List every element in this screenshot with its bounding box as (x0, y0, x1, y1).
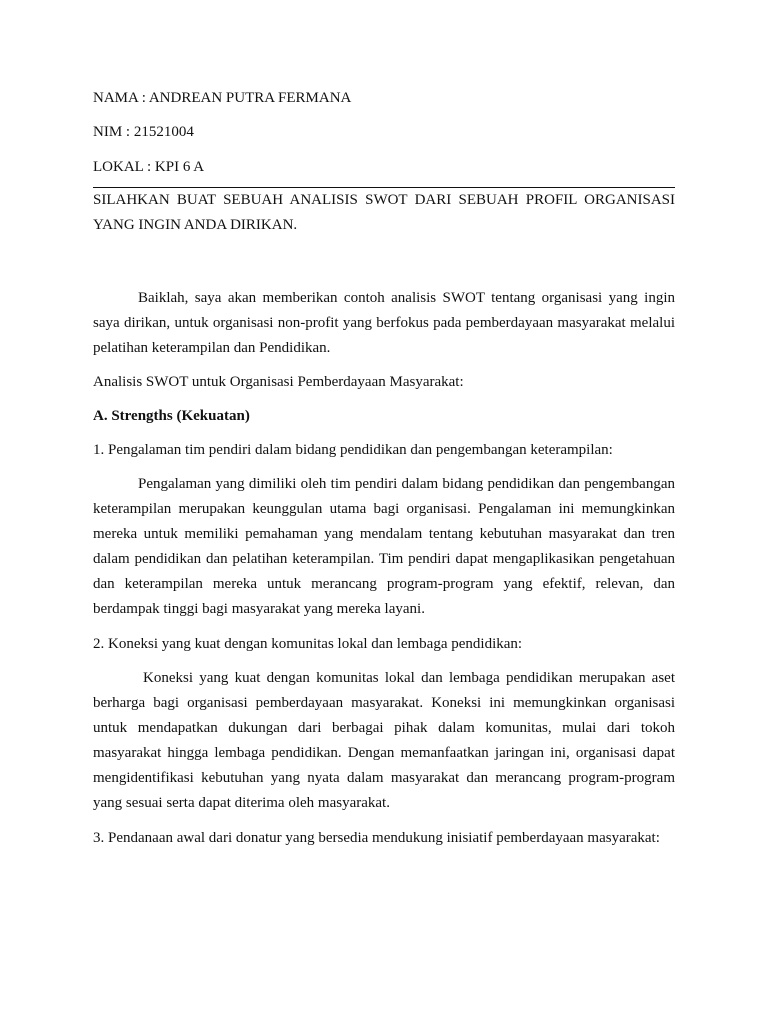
point-1-paragraph: Pengalaman yang dimiliki oleh tim pendiri dalam bidang pendidikan dan pengembangan keterampilan merupakan keunggulan utama bagi organisasi. Pengalaman ini memungkinkan mereka untuk memiliki pemahaman yang mendalam tentang kebutuhan masyarakat dan tren dalam pendidikan dan pelatihan keterampilan. Tim pendiri dapat mengaplikasikan pengetahuan dan keterampilan mereka untuk merancang program-program yang efektif, relevan, dan berdampak tinggi bagi masyarakat yang mereka layani. (93, 476, 675, 617)
section-strengths-heading: A. Strengths (Kekuatan) (93, 408, 250, 424)
point-2-paragraph: Koneksi yang kuat dengan komunitas lokal dan lembaga pendidikan merupakan aset berharga bagi organisasi pemberdayaan masyarakat. Koneksi ini memungkinkan organisasi untuk mendapatkan dukungan dari berbagai pihak dalam komunitas, mulai dari tokoh masyarakat hingga lembaga pendidikan. Dengan memanfaatkan jaringan ini, organisasi dapat mengidentifikasi kebutuhan yang nyata dalam masyarakat dan merancang program-program yang sesuai serta dapat diterima oleh masyarakat. (93, 670, 675, 811)
header-nama: NAMA : ANDREAN PUTRA FERMANA (93, 90, 352, 106)
header-nim: NIM : 21521004 (93, 124, 194, 140)
point-1-heading: 1. Pengalaman tim pendiri dalam bidang pendidikan dan pengembangan keterampilan: (93, 442, 613, 458)
header-lokal: LOKAL : KPI 6 A (93, 159, 205, 175)
point-2-heading: 2. Koneksi yang kuat dengan komunitas lokal dan lembaga pendidikan: (93, 636, 523, 652)
intro-paragraph: Baiklah, saya akan memberikan contoh analisis SWOT tentang organisasi yang ingin saya dirikan, untuk organisasi non-profit yang berfokus pada pemberdayaan masyarakat melalui pelatihan keterampilan dan Pendidikan. (93, 290, 675, 356)
assignment-question: SILAHKAN BUAT SEBUAH ANALISIS SWOT DARI SEBUAH PROFIL ORGANISASI YANG INGIN ANDA DIRIKAN. (93, 192, 675, 233)
document-page (93, 86, 675, 851)
point-3-heading: 3. Pendanaan awal dari donatur yang bersedia mendukung inisiatif pemberdayaan masyarakat: (93, 830, 660, 846)
analysis-title: Analisis SWOT untuk Organisasi Pemberdayaan Masyarakat: (93, 374, 464, 390)
